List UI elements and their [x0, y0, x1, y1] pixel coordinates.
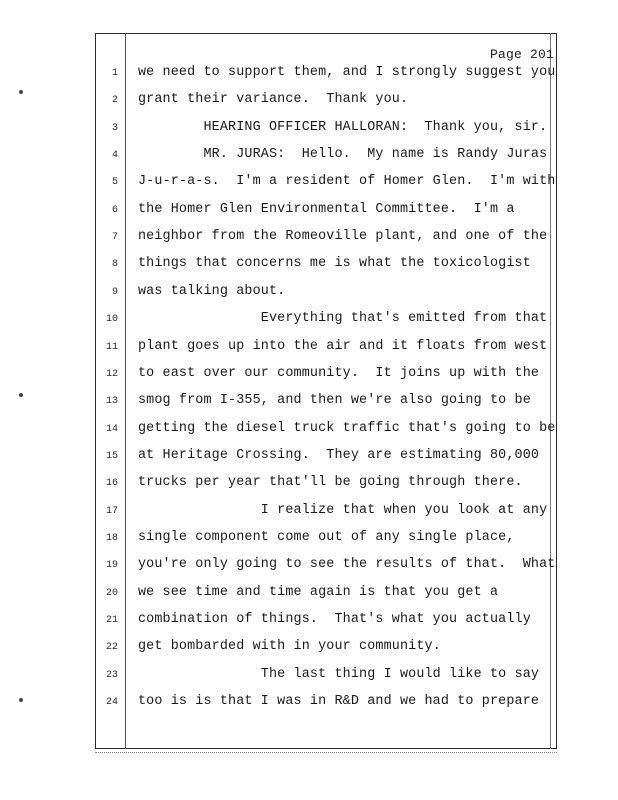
binder-hole-mark	[19, 90, 23, 94]
line-number: 18	[105, 532, 118, 544]
line-text: combination of things. That's what you actually	[138, 612, 531, 627]
transcript-line	[95, 91, 557, 119]
line-number: 5	[111, 177, 118, 189]
line-number: 1	[111, 68, 118, 79]
transcript-line	[95, 420, 557, 448]
line-text: we need to support them, and I strongly suggest you	[138, 65, 556, 80]
line-number: 16	[105, 478, 118, 490]
transcript-line	[95, 283, 557, 311]
page-number: Page 201	[489, 47, 554, 62]
line-text: you're only going to see the results of that. What	[138, 557, 556, 573]
line-text: The last thing I would like to say	[138, 666, 540, 682]
line-text: to east over our community. It joins up with the	[138, 365, 540, 381]
line-text: the Homer Glen Environmental Committee. I'm a	[138, 201, 515, 217]
line-number: 9	[111, 286, 118, 298]
bottom-rule	[95, 752, 557, 753]
line-number: 17	[105, 505, 118, 517]
line-number: 11	[105, 341, 118, 353]
line-text: MR. JURAS: Hello. My name is Randy Juras	[138, 147, 548, 163]
line-number: 24	[105, 697, 118, 709]
transcript-line	[95, 447, 557, 475]
line-text: HEARING OFFICER HALLORAN: Thank you, sir.	[138, 119, 548, 135]
line-text: smog from I-355, and then we're also going to be	[138, 393, 531, 409]
line-text: we see time and time again is that you get a	[138, 584, 499, 600]
line-number: 21	[105, 615, 118, 626]
transcript-line	[95, 201, 557, 229]
line-number: 12	[105, 368, 118, 380]
line-number: 19	[105, 560, 118, 572]
line-text: neighbor from the Romeoville plant, and one of the	[138, 229, 548, 245]
transcript-line	[95, 173, 557, 201]
line-number: 23	[105, 669, 118, 681]
line-text: J-u-r-a-s. I'm a resident of Homer Glen. I'm with	[138, 174, 556, 190]
line-number: 10	[105, 314, 118, 326]
transcript-line	[95, 611, 557, 639]
transcript-line	[95, 392, 557, 420]
line-number: 13	[105, 396, 118, 408]
transcript-line	[95, 365, 557, 393]
line-text: single component come out of any single place,	[138, 529, 515, 545]
binder-hole-mark	[19, 393, 23, 397]
line-text: I realize that when you look at any	[138, 502, 548, 518]
line-text: plant goes up into the air and it floats from west	[138, 338, 548, 354]
line-number: 6	[111, 204, 118, 216]
line-number: 22	[105, 642, 118, 654]
line-number: 3	[111, 122, 118, 134]
line-text: too is is that I was in R&D and we had to prepare	[138, 694, 540, 710]
line-number: 8	[111, 259, 118, 271]
transcript-line	[95, 64, 557, 92]
transcript-line	[95, 666, 557, 694]
line-number: 15	[105, 450, 118, 462]
line-number: 4	[111, 150, 118, 162]
line-text: Everything that's emitted from that	[138, 311, 548, 327]
transcript-line	[95, 474, 557, 502]
line-text: was talking about.	[138, 283, 286, 299]
line-number: 20	[105, 587, 118, 599]
line-text: at Heritage Crossing. They are estimating 80,000	[138, 447, 540, 463]
line-text: trucks per year that'll be going through there.	[138, 475, 523, 491]
line-number: 14	[105, 423, 118, 435]
transcript-line	[95, 228, 557, 256]
line-text: things that concerns me is what the toxicologist	[138, 256, 531, 272]
line-number: 2	[111, 95, 118, 107]
transcript-line	[95, 502, 557, 530]
binder-hole-mark	[19, 698, 23, 702]
line-text: grant their variance. Thank you.	[138, 92, 409, 108]
transcript-line	[95, 529, 557, 557]
transcript-line	[95, 556, 557, 584]
transcript-line	[95, 638, 557, 666]
transcript-line	[95, 338, 557, 366]
transcript-line	[95, 584, 557, 612]
transcript-line	[95, 146, 557, 174]
transcript-line	[95, 693, 557, 721]
transcript-line	[95, 255, 557, 283]
transcript-line	[95, 310, 557, 338]
line-number: 7	[111, 232, 118, 244]
transcript-line	[95, 119, 557, 147]
line-text: get bombarded with in your community.	[138, 639, 441, 655]
line-text: getting the diesel truck traffic that's going to be	[138, 420, 556, 436]
